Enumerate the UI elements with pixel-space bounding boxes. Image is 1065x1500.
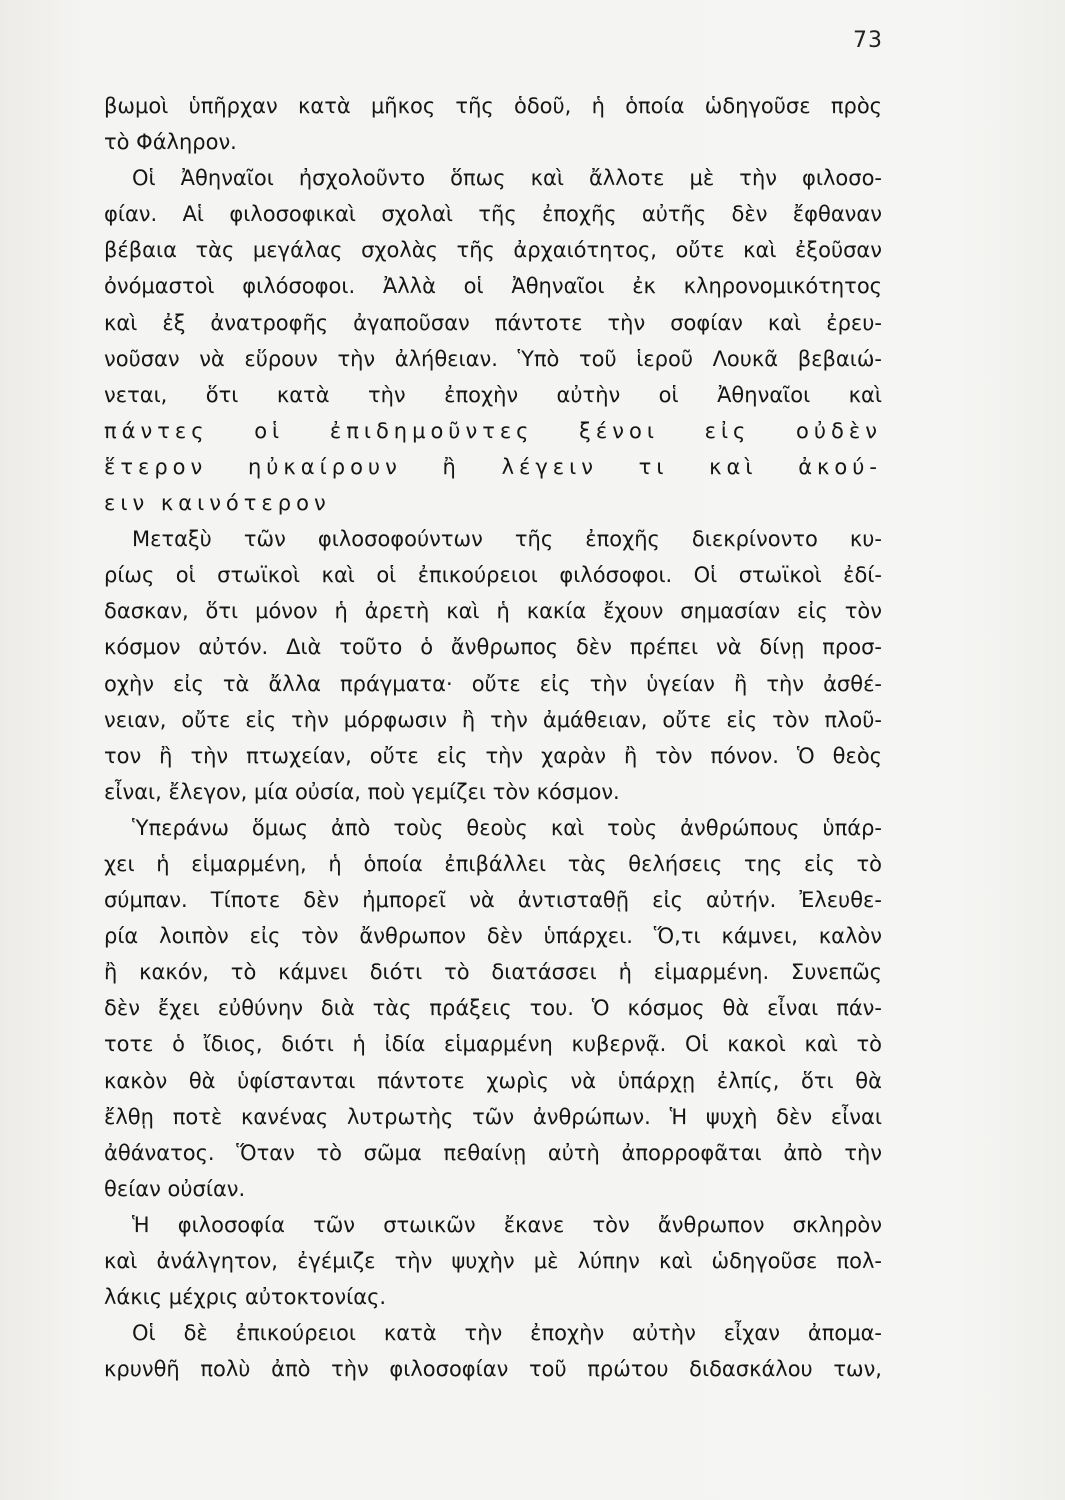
text-line: καὶ ἀνάλγητον, ἐγέμιζε τὴν ψυχὴν μὲ λύπην καὶ ὡδηγοῦσε πολ- [104,1249,882,1273]
page-number: 73 [853,28,883,53]
text-line: καὶ ἐξ ἀνατροφῆς ἀγαποῦσαν πάντοτε τὴν σοφίαν καὶ ἐρευ- [104,310,882,335]
body-text [104,88,882,1387]
text-line: πάντες οἱ ἐπιδημοῦντες ξένοι εἰς οὐδὲν [104,418,882,443]
text-line: ἀθάνατος. Ὅταν τὸ σῶμα πεθαίνῃ αὐτὴ ἀπορροφᾶται ἀπὸ τὴν [104,1140,882,1165]
text-line: ἢ κακόν, τὸ κάμνει διότι τὸ διατάσσει ἡ εἱμαρμένη. Συνεπῶς [104,960,882,985]
text-line: βέβαια τὰς μεγάλας σχολὰς τῆς ἀρχαιότητος, οὔτε καὶ ἐξοῦσαν [104,238,882,263]
text-line: ἕτερον ηὐκαίρουν ἢ λέγειν τι καὶ ἀκού- [104,454,882,479]
text-line: εἶναι, ἔλεγον, μία οὐσία, ποὺ γεμίζει τὸν κόσμον. [104,779,620,804]
text-line: φίαν. Αἱ φιλοσοφικαὶ σχολαὶ τῆς ἐποχῆς αὐτῆς δὲν ἔφθαναν [104,202,882,227]
text-line: τον ἢ τὴν πτωχείαν, οὔτε εἰς τὴν χαρὰν ἢ τὸν πόνον. Ὁ θεὸς [104,743,882,768]
text-line: ὀνόμαστοὶ φιλόσοφοι. Ἀλλὰ οἱ Ἀθηναῖοι ἐκ κληρονομικότητος [104,274,882,299]
text-line: Μεταξὺ τῶν φιλοσοφούντων τῆς ἐποχῆς διεκρίνοντο κυ- [132,527,882,552]
text-line: βωμοὶ ὑπῆρχαν κατὰ μῆκος τῆς ὁδοῦ, ἡ ὁποία ὡδηγοῦσε πρὸς [104,94,882,118]
text-line: σύμπαν. Τίποτε δὲν ἠμπορεῖ νὰ ἀντισταθῇ εἰς αὐτήν. Ἐλευθε- [104,888,882,913]
text-line: ρία λοιπὸν εἰς τὸν ἄνθρωπον δὲν ὑπάρχει. Ὅ,τι κάμνει, καλὸν [104,924,882,949]
text-line: τὸ Φάληρον. [104,130,237,155]
text-line: δὲν ἔχει εὐθύνην διὰ τὰς πράξεις του. Ὁ κόσμος θὰ εἶναι πάν- [104,996,882,1021]
text-line: κακὸν θὰ ὑφίστανται πάντοτε χωρὶς νὰ ὑπάρχῃ ἐλπίς, ὅτι θὰ [104,1068,882,1093]
text-line: Οἱ Ἀθηναῖοι ἠσχολοῦντο ὅπως καὶ ἄλλοτε μὲ τὴν φιλοσο- [132,166,882,191]
text-line: κόσμον αὐτόν. Διὰ τοῦτο ὁ ἄνθρωπος δὲν πρέπει νὰ δίνῃ προσ- [104,635,882,660]
text-line: ειν καινότερον [104,491,331,516]
text-line: ἔλθῃ ποτὲ κανένας λυτρωτὴς τῶν ἀνθρώπων. Ἡ ψυχὴ δὲν εἶναι [104,1104,882,1129]
text-line: νεται, ὅτι κατὰ τὴν ἐποχὴν αὐτὴν οἱ Ἀθηναῖοι καὶ [104,382,882,407]
text-line: νοῦσαν νὰ εὕρουν τὴν ἀλήθειαν. Ὑπὸ τοῦ ἱεροῦ Λουκᾶ βεβαιώ- [104,346,882,371]
text-line: Οἱ δὲ ἐπικούρειοι κατὰ τὴν ἐποχὴν αὐτὴν εἶχαν ἀπομα- [132,1321,882,1346]
text-line: χει ἡ εἱμαρμένη, ἡ ὁποία ἐπιβάλλει τὰς θελήσεις της εἰς τὸ [104,851,882,876]
text-line: λάκις μέχρις αὐτοκτονίας. [104,1285,387,1310]
text-line: οχὴν εἰς τὰ ἄλλα πράγματα· οὔτε εἰς τὴν ὑγείαν ἢ τὴν ἀσθέ- [104,671,882,696]
text-line: κρυνθῆ πολὺ ἀπὸ τὴν φιλοσοφίαν τοῦ πρώτου διδασκάλου των, [104,1357,882,1382]
text-line: θείαν οὐσίαν. [104,1176,246,1201]
text-line: Ὑπεράνω ὅμως ἀπὸ τοὺς θεοὺς καὶ τοὺς ἀνθρώπους ὑπάρ- [132,815,882,840]
text-line: νειαν, οὔτε εἰς τὴν μόρφωσιν ἢ τὴν ἀμάθειαν, οὔτε εἰς τὸν πλοῦ- [104,707,882,732]
text-line: τοτε ὁ ἴδιος, διότι ἡ ἰδία εἱμαρμένη κυβερνᾷ. Οἱ κακοὶ καὶ τὸ [104,1032,882,1057]
text-line: δασκαν, ὅτι μόνον ἡ ἀρετὴ καὶ ἡ κακία ἔχουν σημασίαν εἰς τὸν [104,599,882,624]
text-line: ρίως οἱ στωϊκοὶ καὶ οἱ ἐπικούρειοι φιλόσοφοι. Οἱ στωϊκοὶ ἐδί- [104,563,882,588]
text-line: Ἡ φιλοσοφία τῶν στωικῶν ἔκανε τὸν ἄνθρωπον σκληρὸν [132,1212,882,1237]
